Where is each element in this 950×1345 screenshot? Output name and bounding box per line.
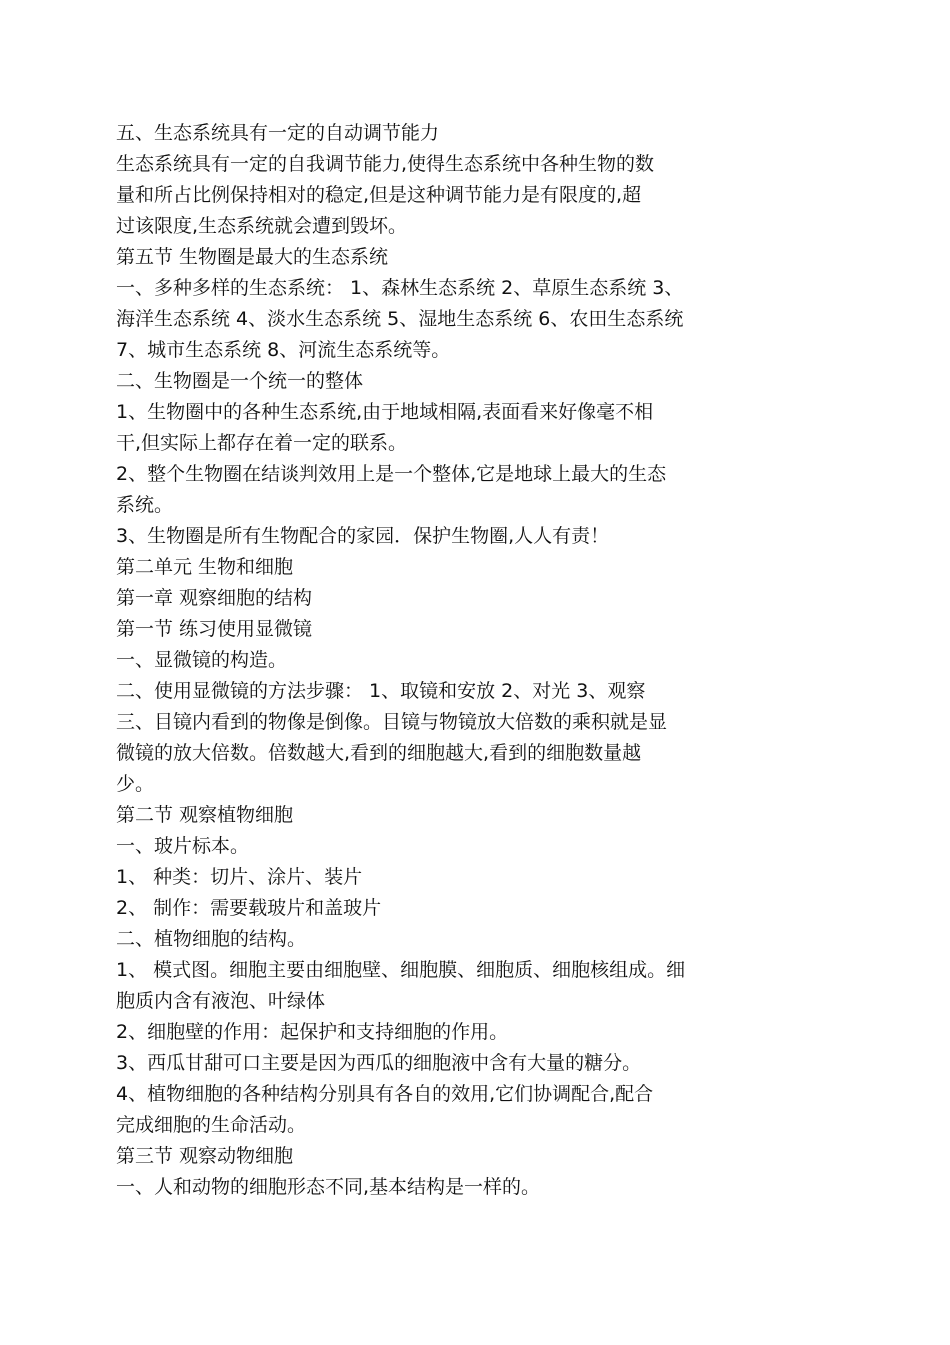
section-heading: 第五节 生物圈是最大的生态系统	[116, 246, 389, 268]
section-heading: 五、生态系统具有一定的自动调节能力	[116, 122, 440, 144]
paragraph-line: 2、整个生物圈在结谈判效用上是一个整体,它是地球上最大的生态	[116, 463, 667, 485]
section-heading: 第一节 练习使用显微镜	[116, 618, 313, 640]
paragraph-line: 4、植物细胞的各种结构分别具有各自的效用,它们协调配合,配合	[116, 1083, 654, 1105]
section-heading: 第二节 观察植物细胞	[116, 804, 294, 826]
paragraph-line: 1、 种类：切片、涂片、装片	[116, 866, 363, 888]
paragraph-line: 二、使用显微镜的方法步骤： 1、取镜和安放 2、对光 3、观察	[116, 680, 646, 702]
section-heading: 第三节 观察动物细胞	[116, 1145, 294, 1167]
paragraph-line: 完成细胞的生命活动。	[116, 1114, 307, 1136]
paragraph-line: 量和所占比例保持相对的稳定,但是这种调节能力是有限度的,超	[116, 184, 642, 206]
paragraph-line: 海洋生态系统 4、淡水生态系统 5、湿地生态系统 6、农田生态系统	[116, 308, 684, 330]
paragraph-line: 3、生物圈是所有生物配合的家园．保护生物圈,人人有责！	[116, 525, 610, 547]
paragraph-line: 1、生物圈中的各种生态系统,由于地域相隔,表面看来好像毫不相	[116, 401, 654, 423]
unit-heading: 第二单元 生物和细胞	[116, 556, 294, 578]
paragraph-line: 7、城市生态系统 8、河流生态系统等。	[116, 339, 451, 361]
paragraph-line: 生态系统具有一定的自我调节能力,使得生态系统中各种生物的数	[116, 153, 655, 175]
paragraph-line: 二、植物细胞的结构。	[116, 928, 307, 950]
paragraph-line: 系统。	[116, 494, 174, 516]
paragraph-line: 一、显微镜的构造。	[116, 649, 288, 671]
paragraph-line: 一、多种多样的生态系统： 1、森林生态系统 2、草原生态系统 3、	[116, 277, 684, 299]
paragraph-line: 过该限度,生态系统就会遭到毁坏。	[116, 215, 408, 237]
document-body	[116, 118, 816, 1203]
paragraph-line: 2、 制作：需要载玻片和盖玻片	[116, 897, 382, 919]
paragraph-line: 微镜的放大倍数。倍数越大,看到的细胞越大,看到的细胞数量越	[116, 742, 642, 764]
section-heading: 二、生物圈是一个统一的整体	[116, 370, 364, 392]
paragraph-line: 一、人和动物的细胞形态不同,基本结构是一样的。	[116, 1176, 541, 1198]
paragraph-line: 胞质内含有液泡、叶绿体	[116, 990, 326, 1012]
paragraph-line: 三、目镜内看到的物像是倒像。目镜与物镜放大倍数的乘积就是显	[116, 711, 668, 733]
paragraph-line: 少。	[116, 773, 155, 795]
paragraph-line: 一、玻片标本。	[116, 835, 250, 857]
paragraph-line: 1、 模式图。细胞主要由细胞壁、细胞膜、细胞质、细胞核组成。细	[116, 959, 686, 981]
paragraph-line: 干,但实际上都存在着一定的联系。	[116, 432, 408, 454]
paragraph-line: 2、细胞壁的作用：起保护和支持细胞的作用。	[116, 1021, 509, 1043]
paragraph-line: 3、西瓜甘甜可口主要是因为西瓜的细胞液中含有大量的糖分。	[116, 1052, 642, 1074]
chapter-heading: 第一章 观察细胞的结构	[116, 587, 313, 609]
